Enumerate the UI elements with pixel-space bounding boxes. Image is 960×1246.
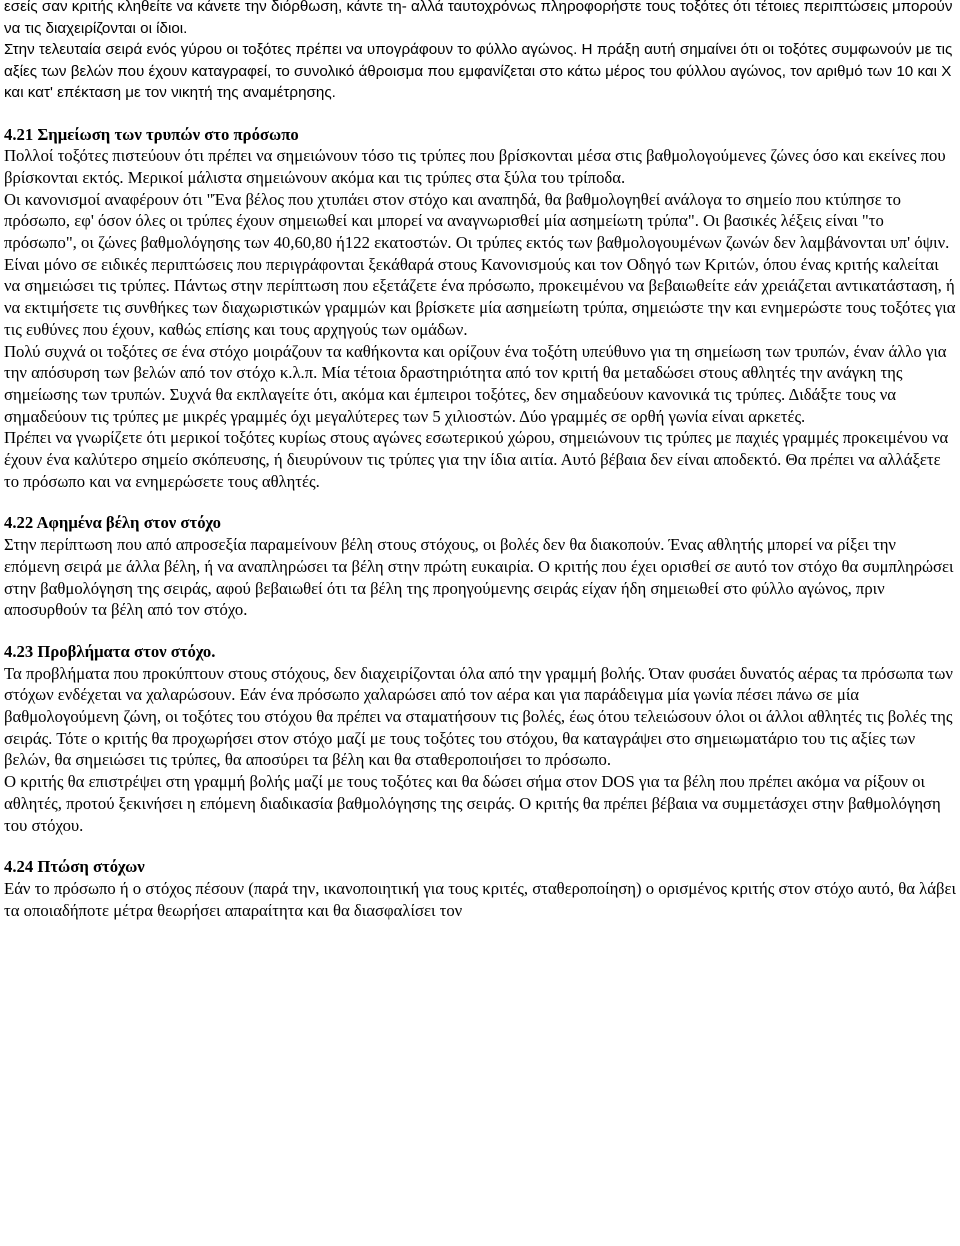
- intro-paragraph-2: Στην τελευταία σειρά ενός γύρου οι τοξότες πρέπει να υπογράφουν το φύλλο αγώνος. Η πράξη αυτή σημαίνει ότι οι τοξότες συμφωνούν με τις αξίες των βελών που έχουν καταγραφεί, το συνολικό άθροισμα που εμφανίζεται στο κάτω μέρος του φύλλου αγώνος, τον αριθμό των 10 και X και κατ' επέκταση με τον νικητή της αναμέτρησης.: [4, 41, 953, 101]
- section-4-21-paragraph-5: Πρέπει να γνωρίζετε ότι μερικοί τοξότες κυρίως στους αγώνες εσωτερικού χώρου, σημειώνουν τις τρύπες με παχιές γραμμές προκειμένου να έχουν ένα καλύτερο σημείο σκόπευσης, ή διευρύνουν τις τρύπες για την ίδια αιτία. Αυτό βέβαια δεν είναι αποδεκτό. Θα πρέπει να αλλάξετε το πρόσωπο και να ενημερώσετε τους αθλητές.: [4, 428, 949, 491]
- section-heading-4-21: 4.21 Σημείωση των τρυπών στο πρόσωπο: [4, 124, 299, 144]
- section-4-24-paragraph-1: Εάν το πρόσωπο ή ο στόχος πέσουν (παρά την, ικανοποιητική για τους κριτές, σταθεροποίηση) ο ορισμένος κριτής στον στόχο αυτό, θα λάβει τα οποιαδήποτε μέτρα θεωρήσει απαραίτητα και θα διασφαλίσει τον: [4, 879, 956, 920]
- section-4-23-paragraph-2: Ο κριτής θα επιστρέψει στη γραμμή βολής μαζί με τους τοξότες και θα δώσει σήμα στον DOS για τα βέλη που πρέπει ακόμα να ρίξουν οι αθλητές, προτού ξεκινήσει η επόμενη διαδικασία βαθμολόγησης της σειράς. Ο κριτής θα πρέπει βέβαια να συμμετάσχει στην βαθμολόγηση του στόχου.: [4, 772, 941, 835]
- intro-block: [4, 0, 956, 104]
- section-heading-4-24: 4.24 Πτώση στόχων: [4, 857, 145, 877]
- document-page: [4, 0, 956, 921]
- section-4-21-paragraph-4: Πολύ συχνά οι τοξότες σε ένα στόχο μοιράζουν τα καθήκοντα και ορίζουν ένα τοξότη υπεύθυνο για τη σημείωση των τρυπών, έναν άλλο για την απόσυρση των βελών από τον στόχο κ.λ.π. Μία τέτοια δραστηριότητα από τον κριτή θα μεταδώσει στους αθλητές την ανάγκη της σημείωσης των τρυπών. Συχνά θα εκπλαγείτε ότι, ακόμα και έμπειροι τοξότες, δεν σημαδεύουν κανονικά τις τρύπες. Διδάξτε τους να σημαδεύουν τις τρύπες με μικρές γραμμές όχι μεγαλύτερες των 5 χιλιοστών. Δύο γραμμές σε ορθή γωνία είναι αρκετές.: [4, 341, 947, 426]
- section-heading-4-22: 4.22 Αφημένα βέλη στον στόχο: [4, 513, 221, 533]
- section-4-24: [4, 856, 956, 921]
- section-4-21-paragraph-1: Πολλοί τοξότες πιστεύουν ότι πρέπει να σημειώνουν τόσο τις τρύπες που βρίσκονται μέσα στις βαθμολογούμενες ζώνες όσο και εκείνες που βρίσκονται εκτός. Μερικοί μάλιστα σημειώνουν ακόμα και τις τρύπες στα ξύλα του τρίποδα.: [4, 146, 946, 187]
- section-4-21: [4, 124, 956, 493]
- section-4-21-paragraph-3: Είναι μόνο σε ειδικές περιπτώσεις που περιγράφονται ξεκάθαρά στους Κανονισμούς και τον Οδηγό των Κριτών, όπου ένας κριτής καλείται να σημειώσει τις τρύπες. Πάντως στην περίπτωση που εξετάζετε ένα πρόσωπο, προκειμένου να βεβαιωθείτε εάν χρειάζεται αντικατάσταση, ή να εκτιμήσετε τις συνθήκες των διαχωριστικών γραμμών και βρίσκετε μία ασημείωτη τρύπα, σημειώστε την και ενημερώστε τους τοξότες για τις ευθύνες που έχουν, καθώς επίσης και τους αρχηγούς των ομάδων.: [4, 254, 956, 339]
- section-4-22: [4, 512, 956, 621]
- intro-paragraph-1: εσείς σαν κριτής κληθείτε να κάνετε την διόρθωση, κάντε τη- αλλά ταυτοχρόνως πληροφορήστε τους τοξότες ότι τέτοιες περιπτώσεις μπορούν να τις διαχειρίζονται οι ίδιοι.: [4, 0, 953, 37]
- section-4-23-paragraph-1: Τα προβλήματα που προκύπτουν στους στόχους, δεν διαχειρίζονται όλα από την γραμμή βολής. Όταν φυσάει δυνατός αέρας τα πρόσωπα των στόχων ενδέχεται να χαλαρώσουν. Εάν ένα πρόσωπο χαλαρώσει από τον αέρα και για παράδειγμα μία γωνία πέσει πάνω σε μία βαθμολογούμενη ζώνη, οι τοξότες του στόχου θα πρέπει να σταματήσουν τις βολές, έως ότου τελειώσουν όλοι οι άλλοι αθλητές τις βολές της σειράς. Τότε ο κριτής θα προχωρήσει στον στόχο μαζί με τους τοξότες του στόχου, θα καταγράψει στο σημειωματάριο του τις αξίες των βελών, θα σημειώσει τις τρύπες, θα αποσύρει τα βέλη και θα σταθεροποιήσει το πρόσωπο.: [4, 663, 953, 770]
- section-4-22-paragraph-1: Στην περίπτωση που από απροσεξία παραμείνουν βέλη στους στόχους, οι βολές δεν θα διακοπούν. Ένας αθλητής μπορεί να ρίξει την επόμενη σειρά με άλλα βέλη, ή να αναπληρώσει τα βέλη στην πρώτη ευκαιρία. Ο κριτής που έχει ορισθεί σε αυτό τον στόχο θα συμπληρώσει στην βαθμολόγηση της σειράς, αφού βεβαιωθεί ότι τα βέλη της προηγούμενης σειράς είχαν ήδη σημειωθεί στο φύλλο αγώνος, πριν αποσυρθούν τα βέλη από τον στόχο.: [4, 535, 954, 620]
- section-4-21-paragraph-2: Οι κανονισμοί αναφέρουν ότι "Ένα βέλος που χτυπάει στον στόχο και αναπηδά, θα βαθμολογηθεί ανάλογα το σημείο που κτύπησε το πρόσωπο, εφ' όσον όλες οι τρύπες έχουν σημειωθεί και μπορεί να αναγνωρισθεί μία ασημείωτη τρύπα". Οι βασικές λέξεις είναι "το πρόσωπο", οι ζώνες βαθμολόγησης των 40,60,80 ή122 εκατοστών. Οι τρύπες εκτός των βαθμολογουμένων ζωνών δεν λαμβάνονται υπ' όψιν.: [4, 189, 950, 253]
- section-heading-4-23: 4.23 Προβλήματα στον στόχο.: [4, 641, 216, 661]
- section-4-23: [4, 641, 956, 836]
